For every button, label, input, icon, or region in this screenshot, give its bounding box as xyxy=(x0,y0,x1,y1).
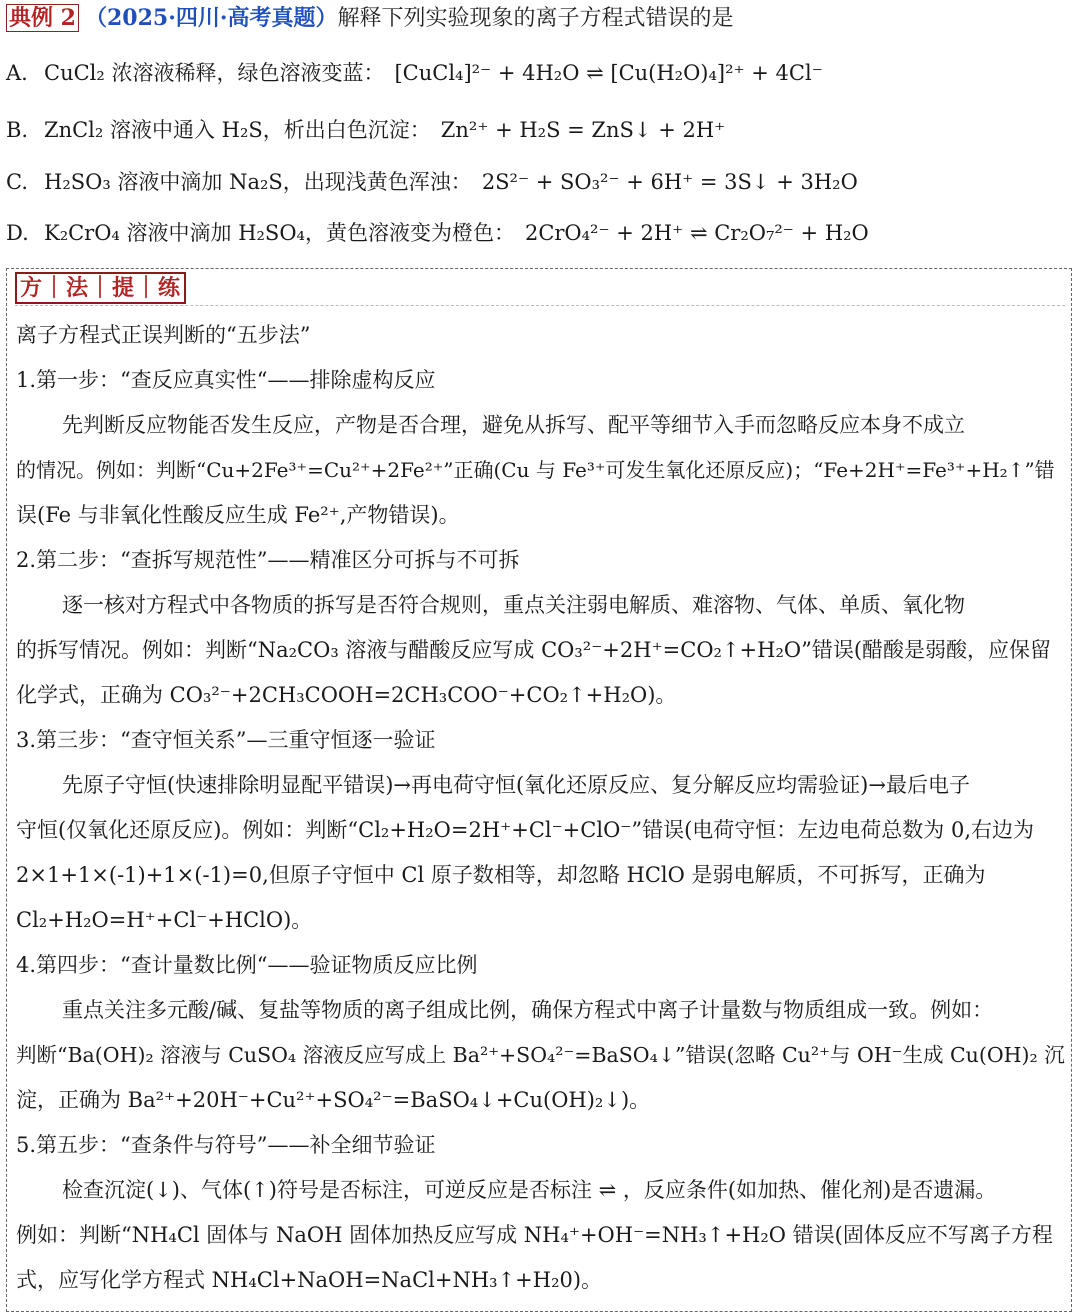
method-intro: 离子方程式正误判断的“五步法” xyxy=(16,323,311,347)
step-1-text-1: 先判断反应物能否发生反应，产物是否合理，避免从拆写、配平等细节入手而忽略反应本身不成立 xyxy=(62,413,965,437)
step-4-title: 4.第四步：“查计量数比例“——验证物质反应比例 xyxy=(16,953,478,977)
example-tag: 典例 2 xyxy=(6,4,79,32)
step-1-title: 1.第一步：“查反应真实性“——排除虚构反应 xyxy=(16,368,436,392)
option-d-desc: K₂CrO₄ 溶液中滴加 H₂SO₄，黄色溶液变为橙色： xyxy=(44,221,515,245)
option-a: A. CuCl₂ 浓溶液稀释，绿色溶液变蓝： [CuCl₄]²⁻ + 4H₂O ⇌ [Cu(H₂O)₄]²⁺ + 4Cl⁻ xyxy=(6,61,823,85)
example-header xyxy=(6,4,734,33)
option-c-desc: H₂SO₃ 溶液中滴加 Na₂S，出现浅黄色浑浊： xyxy=(44,170,472,194)
option-a-equation: [CuCl₄]²⁻ + 4H₂O ⇌ [Cu(H₂O)₄]²⁺ + 4Cl⁻ xyxy=(394,61,823,85)
step-3-text-1: 先原子守恒(快速排除明显配平错误)→再电荷守恒(氧化还原反应、复分解反应均需验证)→最后电子 xyxy=(62,773,970,797)
step-5-text-1: 检查沉淀(↓)、气体(↑)符号是否标注，可逆反应是否标注 ⇌ ，反应条件(如加热、催化剂)是否遗漏。 xyxy=(62,1178,997,1202)
step-2-text-3: 化学式，正确为 CO₃²⁻+2CH₃COOH=2CH₃COO⁻+CO₂↑+H₂O)。 xyxy=(16,683,677,707)
option-c-equation: 2S²⁻ + SO₃²⁻ + 6H⁺ = 3S↓ + 3H₂O xyxy=(481,170,858,194)
step-4-text-3: 淀，正确为 Ba²⁺+20H⁻+Cu²⁺+SO₄²⁻=BaSO₄↓+Cu(OH)₂↓)。 xyxy=(16,1088,651,1112)
option-d: D. K₂CrO₄ 溶液中滴加 H₂SO₄，黄色溶液变为橙色： 2CrO₄²⁻ + 2H⁺ ⇌ Cr₂O₇²⁻ + H₂O xyxy=(6,221,869,245)
option-b-equation: Zn²⁺ + H₂S = ZnS↓ + 2H⁺ xyxy=(440,118,726,142)
step-2-title: 2.第二步：“查拆写规范性”——精准区分可拆与不可拆 xyxy=(16,548,520,572)
step-4-text-2: 判断“Ba(OH)₂ 溶液与 CuSO₄ 溶液反应写成上 Ba²⁺+SO₄²⁻=BaSO₄↓”错误(忽略 Cu²⁺与 OH⁻生成 Cu(OH)₂ 沉 xyxy=(16,1043,1065,1067)
step-3-text-4: Cl₂+H₂O=H⁺+Cl⁻+HClO)。 xyxy=(16,908,313,932)
option-b-desc: ZnCl₂ 溶液中通入 H₂S，析出白色沉淀： xyxy=(44,118,431,142)
option-c: C. H₂SO₃ 溶液中滴加 Na₂S，出现浅黄色浑浊： 2S²⁻ + SO₃²⁻ + 6H⁺ = 3S↓ + 3H₂O xyxy=(6,170,858,194)
option-a-desc: CuCl₂ 浓溶液稀释，绿色溶液变蓝： xyxy=(44,61,385,85)
step-1-text-3: 误(Fe 与非氧化性酸反应生成 Fe²⁺,产物错误)。 xyxy=(16,503,460,527)
step-2-text-2: 的拆写情况。例如：判断“Na₂CO₃ 溶液与醋酸反应写成 CO₃²⁻+2H⁺=CO₂↑+H₂O”错误(醋酸是弱酸，应保留 xyxy=(16,638,1052,662)
step-5-title: 5.第五步：“查条件与符号”——补全细节验证 xyxy=(16,1133,436,1157)
exam-source: （2025·四川·高考真题） xyxy=(84,5,338,31)
step-1-text-2: 的情况。例如：判断“Cu+2Fe³⁺=Cu²⁺+2Fe²⁺”正确(Cu 与 Fe³⁺可发生氧化还原反应)；“Fe+2H⁺=Fe³⁺+H₂↑”错 xyxy=(16,458,1055,482)
step-5-text-2: 例如：判断“NH₄Cl 固体与 NaOH 固体加热反应写成 NH₄⁺+OH⁻=NH₃↑+H₂O 错误(固体反应不写离子方程 xyxy=(16,1223,1053,1247)
step-3-text-3: 2×1+1×(-1)+1×(-1)=0,但原子守恒中 Cl 原子数相等，却忽略 HClO 是弱电解质，不可拆写，正确为 xyxy=(16,863,986,887)
step-3-text-2: 守恒(仅氧化还原反应)。例如：判断“Cl₂+H₂O=2H⁺+Cl⁻+ClO⁻”错误(电荷守恒：左边电荷总数为 0,右边为 xyxy=(16,818,1035,842)
option-d-equation: 2CrO₄²⁻ + 2H⁺ ⇌ Cr₂O₇²⁻ + H₂O xyxy=(524,221,869,245)
step-3-title: 3.第三步：“查守恒关系”—三重守恒逐一验证 xyxy=(16,728,436,752)
question-text: 解释下列实验现象的离子方程式错误的是 xyxy=(337,6,734,31)
step-4-text-1: 重点关注多元酸/碱、复盐等物质的离子组成比例，确保方程式中离子计量数与物质组成一致。例如： xyxy=(62,998,994,1022)
divider xyxy=(15,305,1065,306)
option-b: B. ZnCl₂ 溶液中通入 H₂S，析出白色沉淀： Zn²⁺ + H₂S = ZnS↓ + 2H⁺ xyxy=(6,118,726,142)
step-2-text-1: 逐一核对方程式中各物质的拆写是否符合规则，重点关注弱电解质、难溶物、气体、单质、氧化物 xyxy=(62,593,965,617)
method-tag: 方｜法｜提｜练 xyxy=(15,272,186,304)
step-5-text-3: 式，应写化学方程式 NH₄Cl+NaOH=NaCl+NH₃↑+H₂0)。 xyxy=(16,1268,603,1292)
